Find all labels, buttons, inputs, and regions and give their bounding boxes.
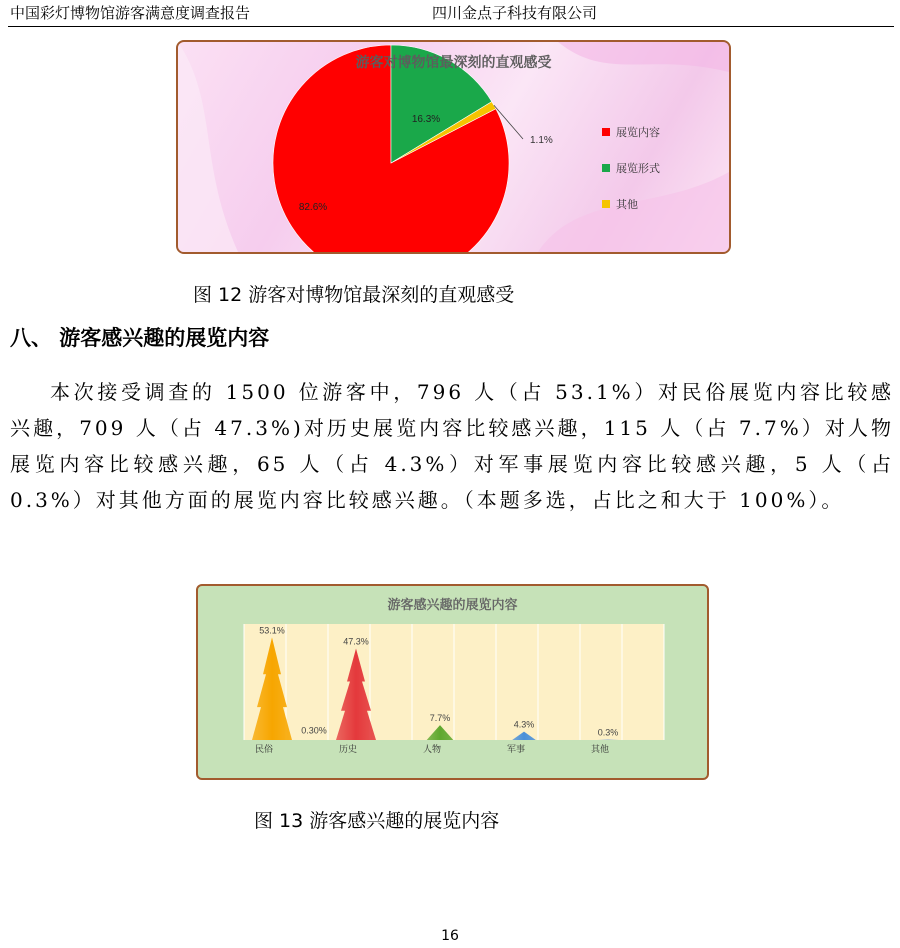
header-report-title: 中国彩灯博物馆游客满意度调查报告 <box>10 4 251 22</box>
pie-legend-item <box>602 150 660 186</box>
category-label: 人物 <box>422 744 442 754</box>
pie-legend-item <box>602 186 660 222</box>
legend-swatch <box>602 200 610 208</box>
figure-13-chart <box>196 584 709 780</box>
category-label: 其他 <box>590 744 610 754</box>
figure-12-caption: 图 12 游客对博物馆最深刻的直观感受 <box>193 284 515 306</box>
bar-value-label: 4.3% <box>513 719 535 730</box>
legend-label: 展览形式 <box>616 162 660 175</box>
legend-swatch <box>602 164 610 172</box>
pie-chart-title: 游客对博物馆最深刻的直观感受 <box>355 55 552 71</box>
page-header <box>10 2 890 23</box>
category-label: 民俗 <box>254 744 274 754</box>
pie-label-1: 16.3% <box>411 114 441 125</box>
category-label: 军事 <box>506 744 526 754</box>
pie-legend <box>602 114 660 222</box>
category-label: 历史 <box>338 744 358 754</box>
legend-label: 展览内容 <box>616 126 660 139</box>
legend-label: 其他 <box>616 198 638 211</box>
page-number: 16 <box>441 928 459 944</box>
bar-value-label: 47.3% <box>343 636 369 647</box>
header-rule <box>8 26 894 27</box>
body-paragraph: 本次接受调查的 1500 位游客中，796 人（占 53.1%）对民俗展览内容比较感兴趣，709 人（占 47.3%)对历史展览内容比较感兴趣，115 人（占 7.7%）对人物展览内容比较感兴趣，65 人（占 4.3%）对军事展览内容比较感兴趣，5 人（占 0.3%）对其他方面的展览内容比较感兴趣。（本题多选，占比之和大于 100%）。 <box>10 380 894 512</box>
bar-value-label: 53.1% <box>259 625 285 636</box>
header-company: 四川金点子科技有限公司 <box>432 4 598 22</box>
bar-value-label: 7.7% <box>429 713 451 724</box>
bar-value-label: 0.30% <box>301 725 327 736</box>
pie-label-0: 82.6% <box>298 202 328 213</box>
legend-swatch <box>602 128 610 136</box>
section-heading: 八、 游客感兴趣的展览内容 <box>10 325 270 350</box>
figure-13-caption: 图 13 游客感兴趣的展览内容 <box>254 810 500 832</box>
bar-chart-title: 游客感兴趣的展览内容 <box>387 598 518 613</box>
pie-label-2: 1.1% <box>530 135 553 146</box>
pie-legend-item <box>602 114 660 150</box>
bar-value-label: 0.3% <box>597 727 619 738</box>
figure-12-chart <box>176 40 731 254</box>
bar-chart-canvas <box>198 586 707 778</box>
